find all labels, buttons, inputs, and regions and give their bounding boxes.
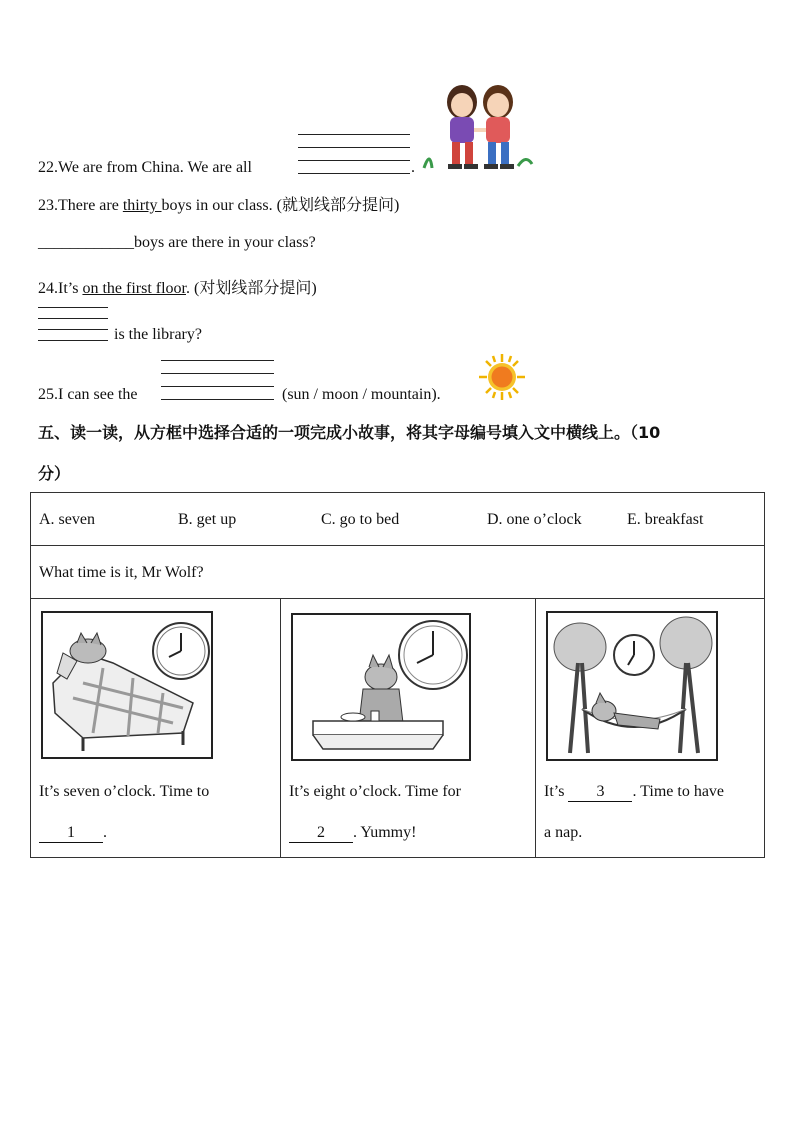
option-d: D. one o’clock (487, 511, 582, 528)
section-5-heading-cont: 分） (38, 464, 71, 483)
option-c: C. go to bed (321, 511, 400, 528)
story-title-row (31, 546, 765, 599)
blank-3[interactable]: 3 (568, 783, 632, 802)
story-table (30, 492, 765, 858)
blank-1[interactable]: 1 (39, 824, 103, 843)
panel-3-line-1 (544, 783, 724, 802)
answer-lines[interactable] (298, 125, 410, 174)
option-a: A. seven (39, 511, 95, 528)
question-24 (38, 275, 317, 298)
story-panel-2 (281, 599, 536, 858)
panel-2-line-1: It’s eight o’clock. Time for (289, 783, 461, 800)
story-panel-1 (31, 599, 281, 858)
answer-lines[interactable] (38, 299, 108, 341)
question-23 (38, 192, 399, 215)
underlined-text: on the first floor (82, 280, 186, 297)
question-text: We are from China. We are all (58, 159, 252, 176)
question-number: 25. (38, 386, 58, 403)
instruction: (就划线部分提问) (276, 197, 400, 214)
question-number: 24. (38, 280, 58, 297)
question-text: I can see the (58, 386, 138, 403)
sun-icon (478, 353, 526, 401)
answer-23 (38, 234, 316, 252)
panel-1-line-2 (39, 824, 107, 843)
question-text: There are (58, 197, 123, 214)
children-illustration (422, 80, 538, 175)
question-number: 22. (38, 159, 58, 176)
instruction: (对划线部分提问) (194, 280, 317, 297)
panel-1-end: . (103, 824, 107, 841)
panel-3-post: . Time to have (632, 783, 725, 800)
panel-3-line-2: a nap. (544, 824, 583, 841)
answer-blank[interactable]: ____________ (38, 234, 134, 251)
panel-1-line-1: It’s seven o’clock. Time to (39, 783, 210, 800)
panel-2-end: . Yummy! (353, 824, 417, 841)
question-text-rest: . (186, 280, 194, 297)
story-title: What time is it, Mr Wolf? (39, 564, 204, 581)
panel-2-line-2 (289, 824, 416, 843)
question-25-options: (sun / moon / mountain). (282, 386, 441, 403)
question-number: 23. (38, 197, 58, 214)
blank-2[interactable]: 2 (289, 824, 353, 843)
wolf-hammock-picture (546, 611, 718, 761)
question-22-period: . (411, 159, 415, 176)
question-text: It’s (58, 280, 83, 297)
underlined-text: thirty (122, 197, 162, 214)
answer-lines[interactable] (161, 352, 274, 400)
answer-24-text: is the library? (114, 326, 202, 343)
panel-3-pre: It’s (544, 783, 569, 800)
question-25 (38, 386, 138, 404)
option-b: B. get up (178, 511, 237, 528)
story-panel-3 (536, 599, 765, 858)
wolf-breakfast-picture (291, 613, 471, 761)
question-22 (38, 159, 252, 177)
option-e: E. breakfast (627, 511, 704, 528)
wolf-in-bed-picture (41, 611, 213, 759)
options-row (31, 493, 765, 546)
question-text-rest: boys in our class. (161, 197, 277, 214)
section-5-heading: 五、读一读，从方框中选择合适的一项完成小故事，将其字母编号填入文中横线上。（10 (38, 423, 661, 442)
answer-text: boys are there in your class? (134, 234, 316, 251)
